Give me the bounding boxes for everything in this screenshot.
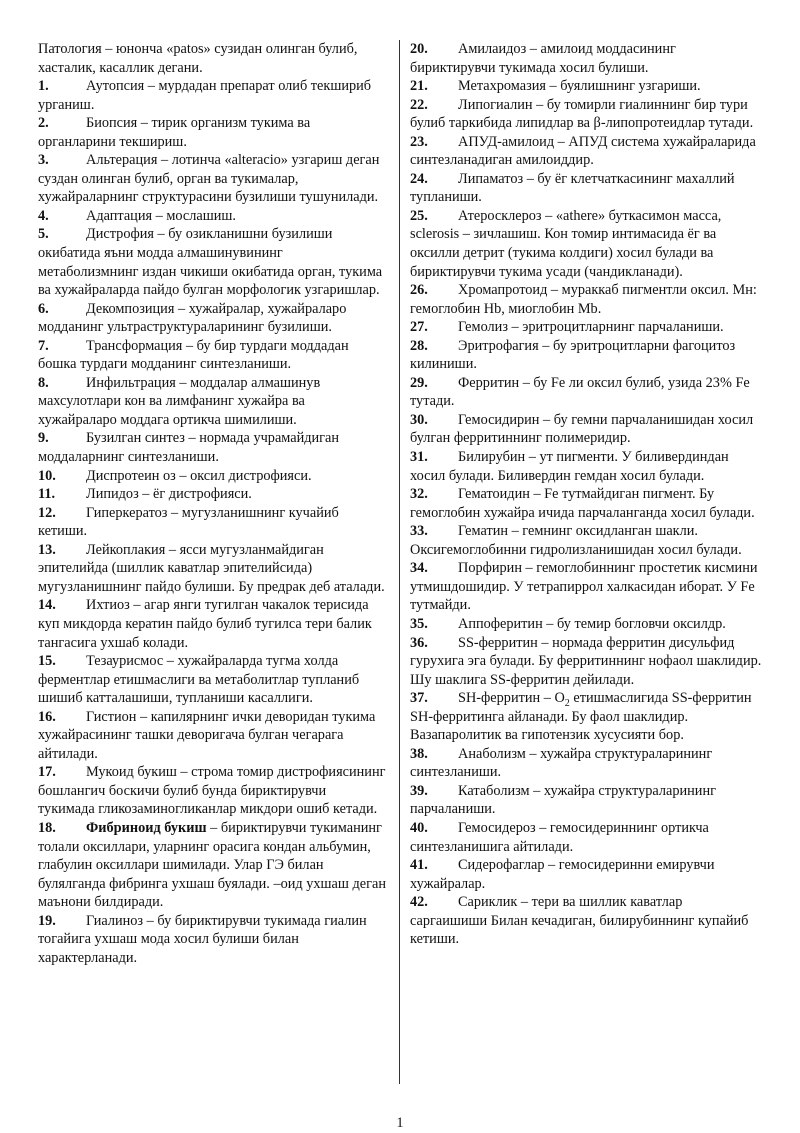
entry-number: 33. bbox=[410, 523, 428, 540]
entry-text: Аппоферитин – бу темир богловчи оксилдр. bbox=[458, 615, 726, 632]
left-entry-list bbox=[38, 77, 386, 967]
glossary-entry bbox=[38, 819, 386, 912]
entry-text: Гистион – капилярнинг ички деворидан тукима хужайрасининг ташки деворигача булган чегарага айтилади. bbox=[38, 708, 376, 762]
glossary-entry bbox=[410, 819, 762, 856]
glossary-entry bbox=[38, 429, 386, 466]
glossary-entry bbox=[38, 912, 386, 968]
glossary-entry bbox=[38, 467, 386, 486]
glossary-entry bbox=[410, 634, 762, 690]
entry-number: 22. bbox=[410, 96, 428, 113]
glossary-entry bbox=[410, 411, 762, 448]
entry-text: Метахромазия – буялишнинг узгариши. bbox=[458, 78, 701, 95]
entry-number: 21. bbox=[410, 78, 428, 95]
entry-text: Мукоид букиш – строма томир дистрофиясининг бошлангич боскичи булиб бунда бириктирувчи тукимада гликозаминогликанлар микдори ошиб кетади. bbox=[38, 764, 386, 818]
glossary-entry bbox=[410, 485, 762, 522]
entry-text: Альтерация – лотинча «alteracio» узгариш деган суздан олинган булиб, орган ва тукималар, хужайраларнинг структурасини бузилиши тушунилади. bbox=[38, 152, 380, 206]
entry-text: Дистрофия – бу озикланишни бузилиши окибатида яъни модда алмашинувининг метаболизмнинг издан чикиши окибатида орган, тукима ва хужайраларда пайдо булган морфологик узгаришлар. bbox=[38, 226, 383, 299]
entry-number: 19. bbox=[38, 912, 56, 929]
entry-number: 38. bbox=[410, 745, 428, 762]
entry-number: 14. bbox=[38, 597, 56, 614]
glossary-entry bbox=[38, 652, 386, 708]
right-column bbox=[410, 40, 762, 949]
entry-number: 24. bbox=[410, 170, 428, 187]
glossary-entry bbox=[38, 708, 386, 764]
glossary-entry bbox=[38, 374, 386, 430]
entry-text: Эритрофагия – бу эритроцитларни фагоцитоз килиниши. bbox=[410, 337, 736, 373]
entry-number: 25. bbox=[410, 207, 428, 224]
glossary-entry bbox=[410, 689, 762, 745]
entry-text: Гемолиз – эритроцитларнинг парчаланиши. bbox=[458, 319, 724, 336]
entry-number: 39. bbox=[410, 782, 428, 799]
entry-text: Адаптация – мослашиш. bbox=[86, 207, 236, 224]
glossary-entry bbox=[410, 318, 762, 337]
entry-bold-term: Фибриноид букиш bbox=[86, 819, 207, 836]
entry-number: 7. bbox=[38, 337, 49, 354]
entry-number: 8. bbox=[38, 374, 49, 391]
entry-number: 20. bbox=[410, 41, 428, 57]
entry-number: 37. bbox=[410, 690, 428, 707]
entry-number: 28. bbox=[410, 337, 428, 354]
entry-number: 6. bbox=[38, 300, 49, 317]
entry-number: 30. bbox=[410, 411, 428, 428]
glossary-entry bbox=[38, 485, 386, 504]
entry-text: SS-ферритин – нормада ферритин дисульфид гурухига эга булади. Бу ферритиннинг нофаол шаклидир. Шу шаклига SS-ферритин дейилади. bbox=[410, 634, 762, 688]
glossary-entry bbox=[38, 337, 386, 374]
entry-text: Гемосидирин – бу гемни парчаланишидан хосил булган ферритиннинг полимеридир. bbox=[410, 411, 754, 447]
glossary-entry bbox=[410, 522, 762, 559]
glossary-entry bbox=[410, 40, 762, 77]
glossary-entry bbox=[38, 300, 386, 337]
entry-text: Ферритин – бу Fe ли оксил булиб, узида 23% Fe тутади. bbox=[410, 374, 750, 410]
entry-number: 41. bbox=[410, 857, 428, 874]
intro-paragraph: Патология – юнонча «patos» сузидан олинган булиб, хасталик, касаллик дегани. bbox=[38, 41, 358, 76]
glossary-entry bbox=[410, 77, 762, 96]
entry-text: Сариклик – тери ва шиллик каватлар саргаишиши Билан кечадиган, билирубиннинг купайиб кетиши. bbox=[410, 894, 749, 948]
entry-text: Амилаидоз – амилоид моддасининг бириктирувчи тукимада хосил булиши. bbox=[410, 41, 676, 76]
entry-text: Сидерофаглар – гемосидеринни емирувчи хужайралар. bbox=[410, 857, 715, 892]
right-entry-list bbox=[410, 40, 762, 949]
entry-text: Липогиалин – бу томирли гиалиннинг бир тури булиб таркибида липидлар ва β-липопротеидлар тутади. bbox=[410, 96, 754, 132]
entry-text-prefix: SH-ферритин – O bbox=[458, 690, 565, 707]
entry-number: 4. bbox=[38, 207, 49, 224]
glossary-entry bbox=[410, 856, 762, 893]
glossary-entry bbox=[410, 207, 762, 281]
entry-text: Липидоз – ёг дистрофияси. bbox=[86, 486, 252, 503]
entry-number: 1. bbox=[38, 78, 49, 95]
entry-text: Катаболизм – хужайра структураларининг парчаланиши. bbox=[410, 782, 716, 818]
entry-text: Гиперкератоз – мугузланишнинг кучайиб кетиши. bbox=[38, 504, 339, 540]
entry-number: 12. bbox=[38, 504, 56, 521]
entry-number: 17. bbox=[38, 764, 56, 781]
glossary-entry bbox=[38, 763, 386, 819]
entry-number: 26. bbox=[410, 282, 428, 299]
entry-number: 10. bbox=[38, 467, 56, 484]
entry-number: 34. bbox=[410, 560, 428, 577]
page-number: 1 bbox=[396, 1115, 404, 1131]
glossary-entry bbox=[38, 541, 386, 597]
glossary-entry bbox=[38, 151, 386, 207]
glossary-entry bbox=[410, 745, 762, 782]
glossary-entry bbox=[410, 782, 762, 819]
entry-number: 13. bbox=[38, 541, 56, 558]
glossary-entry bbox=[38, 504, 386, 541]
entry-number: 27. bbox=[410, 319, 428, 336]
glossary-entry bbox=[410, 615, 762, 634]
glossary-entry bbox=[410, 133, 762, 170]
entry-text: етишмаслигида SS-ферритин SH-ферритинга айланади. Бу фаол шаклидир. Вазапаролитик ва гипотензик хусусияти бор. bbox=[410, 690, 752, 744]
entry-number: 32. bbox=[410, 486, 428, 503]
entry-text: – бириктирувчи тукиманинг толали оксиллари, уларнинг орасига кондан альбумин, глабулин оксиллари шимилади. Улар ГЭ билан булялганда фибринга ухшаш буялади. –оид ухшаш деган маънони билдиради. bbox=[38, 819, 386, 911]
left-column bbox=[38, 40, 386, 967]
glossary-entry bbox=[410, 337, 762, 374]
glossary-entry bbox=[38, 207, 386, 226]
entry-number: 15. bbox=[38, 653, 56, 670]
glossary-entry bbox=[410, 559, 762, 615]
entry-text: Билирубин – ут пигменти. У биливердиндан хосил булади. Биливердин гемдан хосил булади. bbox=[410, 449, 729, 484]
entry-text: Бузилган синтез – нормада учрамайдиган моддаларнинг синтезланиши. bbox=[38, 430, 340, 466]
glossary-entry bbox=[410, 281, 762, 318]
entry-number: 11. bbox=[38, 486, 56, 503]
entry-text: Трансформация – бу бир турдаги моддадан бошка турдаги модданинг синтезланиши. bbox=[38, 337, 349, 373]
entry-number: 16. bbox=[38, 708, 56, 725]
entry-subscript: 2 bbox=[564, 698, 570, 709]
glossary-entry bbox=[410, 893, 762, 949]
entry-number: 29. bbox=[410, 374, 428, 391]
entry-number: 18. bbox=[38, 819, 56, 836]
entry-text: Декомпозиция – хужайралар, хужайраларо модданинг ультраструктураларининг бузилиши. bbox=[38, 300, 347, 336]
entry-number: 42. bbox=[410, 894, 428, 911]
entry-number: 5. bbox=[38, 226, 49, 243]
entry-number: 40. bbox=[410, 819, 428, 836]
entry-number: 3. bbox=[38, 152, 49, 169]
entry-text: Атеросклероз – «athere» буткасимон масса, sclerosis – зичлашиш. Кон томир интимасида ёг ва оксилли детрит (тукима колдиги) хосил булади ва бириктирувчи тукима усади (чандикланади). bbox=[410, 207, 722, 280]
entry-text: Лейкоплакия – ясси мугузланмайдиган эпителийда (шиллик каватлар эпителийсида) мугузланишнинг пайдо булиши. Бу предрак деб аталади. bbox=[38, 541, 385, 595]
column-divider bbox=[399, 40, 400, 1084]
glossary-entry bbox=[38, 77, 386, 114]
entry-number: 36. bbox=[410, 634, 428, 651]
entry-text: Гиалиноз – бу бириктирувчи тукимада гиалин тогайига ухшаш мода хосил булиши билан характерланади. bbox=[38, 912, 367, 966]
entry-text: Хромапротоид – мураккаб пигментли оксил. Мн: гемоглобин Hb, миоглобин Mb. bbox=[410, 282, 757, 317]
entry-number: 35. bbox=[410, 615, 428, 632]
entry-text: Липаматоз – бу ёг клетчаткасининг махаллий тупланиши. bbox=[410, 170, 735, 206]
entry-text: Гематоидин – Fe тутмайдиган пигмент. Бу гемоглобин хужайра ичида парчаланганда хосил булади. bbox=[410, 486, 755, 521]
entry-number: 31. bbox=[410, 449, 428, 466]
entry-number: 23. bbox=[410, 133, 428, 150]
entry-number: 2. bbox=[38, 115, 49, 132]
entry-text: АПУД-амилоид – АПУД система хужайраларида синтезланадиган амилоиддир. bbox=[410, 133, 756, 169]
entry-text: Аутопсия – мурдадан препарат олиб текшириб урганиш. bbox=[38, 78, 372, 113]
entry-text: Анаболизм – хужайра структураларининг синтезланиши. bbox=[410, 745, 713, 781]
entry-text: Тезаурисмос – хужайраларда тугма холда ферментлар етишмаслиги ва метаболитлар тупланиб шишиб катталашиши, тупланиши касаллиги. bbox=[38, 653, 360, 707]
glossary-entry bbox=[410, 170, 762, 207]
entry-text: Порфирин – гемоглобиннинг простетик кисмини утмишдошидир. У тетрапиррол халкасидан иборат. У Fe тутмайди. bbox=[410, 560, 758, 614]
entry-text: Диспротеин оз – оксил дистрофияси. bbox=[86, 467, 312, 484]
entry-text: Ихтиоз – агар янги тугилган чакалок терисида куп микдорда кератин пайдо булиб тугилса тери балик тангасига ухшаб колади. bbox=[38, 597, 372, 651]
entry-text: Гематин – гемнинг оксидланган шакли. Оксигемоглобинни гидролизланишидан хосил булади. bbox=[410, 523, 742, 558]
entry-text: Биопсия – тирик организм тукима ва органларини текшириш. bbox=[38, 115, 311, 150]
entry-text: Инфильтрация – моддалар алмашинув махсулотлари кон ва лимфанинг хужайра ва хужайраларо моддага ортикча шимилиши. bbox=[38, 374, 321, 428]
glossary-entry bbox=[410, 448, 762, 485]
glossary-entry bbox=[410, 96, 762, 133]
glossary-entry bbox=[410, 374, 762, 411]
entry-text: Гемосидероз – гемосидериннинг ортикча синтезланишига айтилади. bbox=[410, 819, 709, 855]
glossary-entry bbox=[38, 114, 386, 151]
entry-number: 9. bbox=[38, 430, 49, 447]
glossary-entry bbox=[38, 225, 386, 299]
glossary-entry bbox=[38, 596, 386, 652]
